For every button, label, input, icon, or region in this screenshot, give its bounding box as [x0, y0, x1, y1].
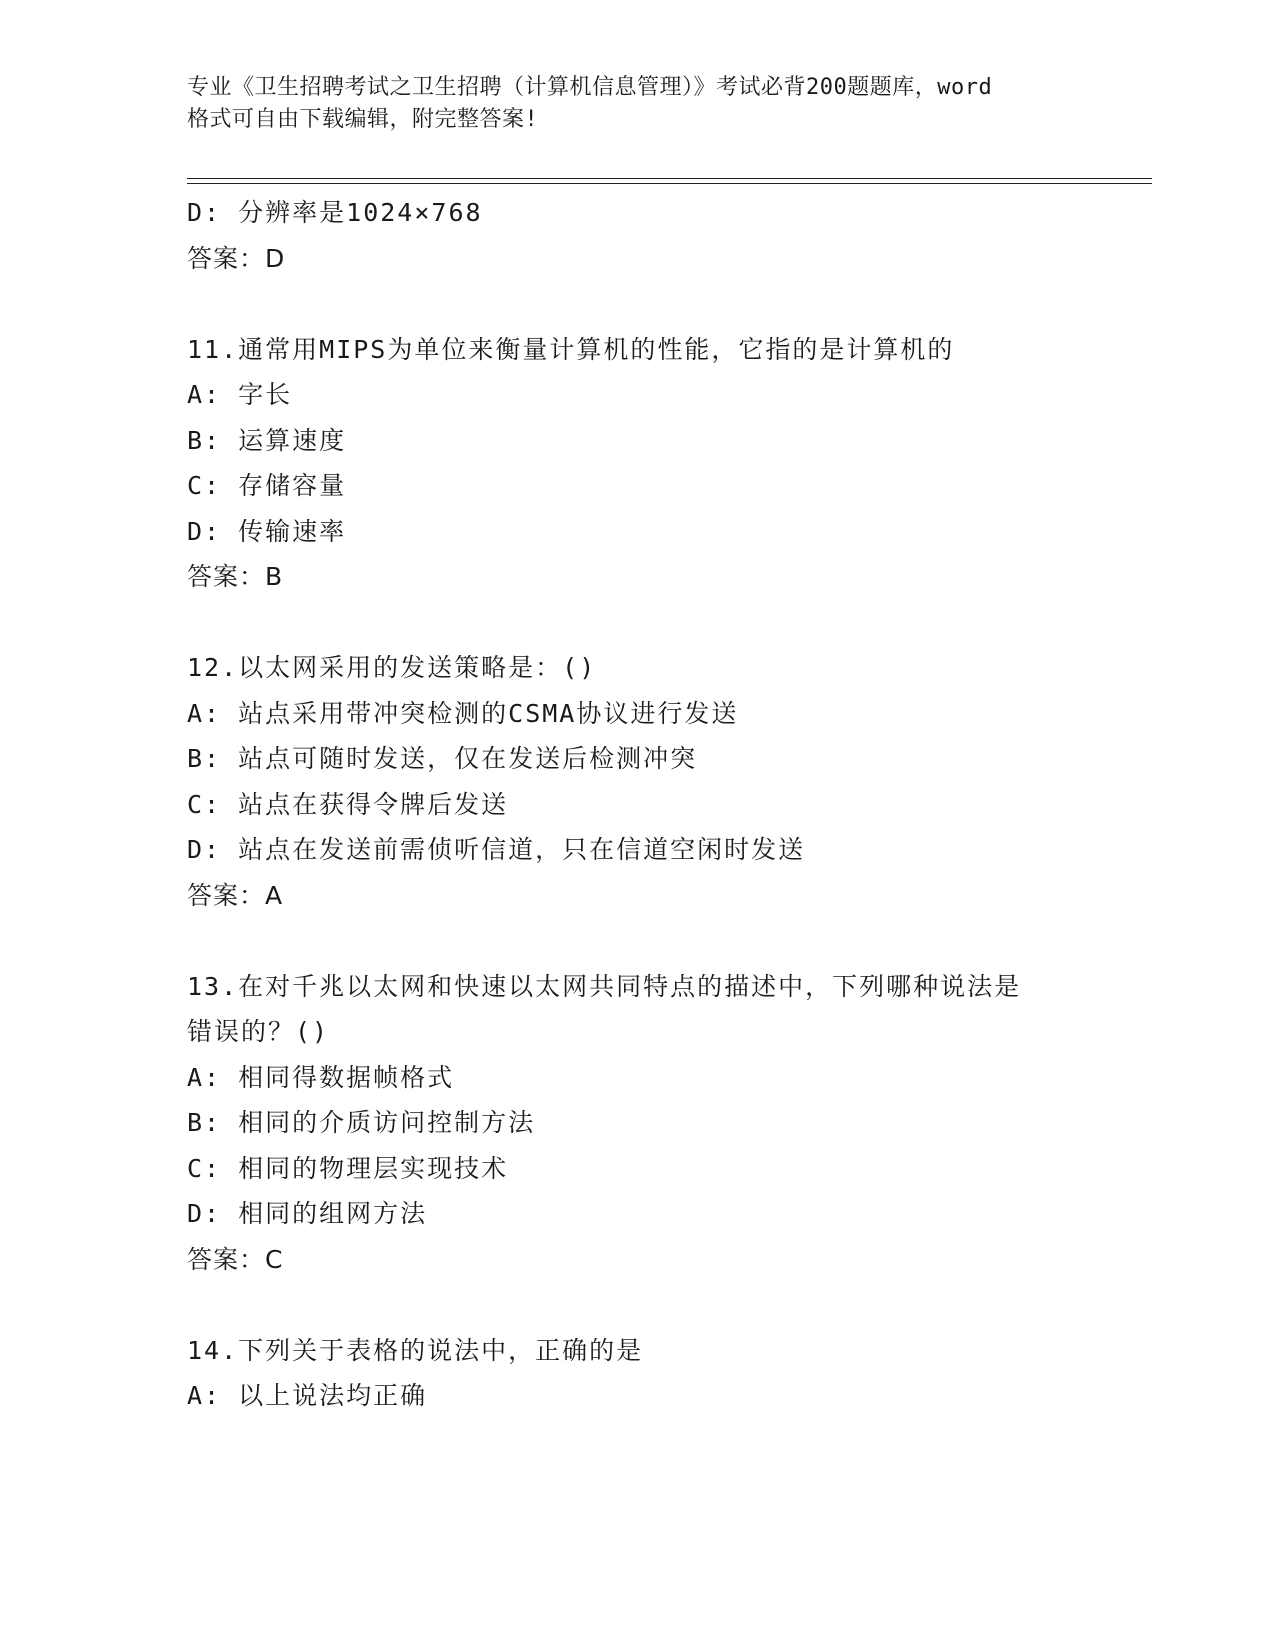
answer-line: 答案：D	[187, 243, 286, 273]
header-title-line-1: 专业《卫生招聘考试之卫生招聘（计算机信息管理）》考试必背200题题库，word	[187, 75, 993, 100]
document-body	[187, 190, 1147, 1419]
previous-question-tail	[187, 190, 1147, 281]
option-c: C: 站点在获得令牌后发送	[187, 789, 509, 819]
option-b: B: 运算速度	[187, 425, 347, 455]
question-stem: 11.通常用MIPS为单位来衡量计算机的性能，它指的是计算机的	[187, 334, 955, 364]
header-divider-bottom	[187, 183, 1152, 184]
answer-line: 答案：C	[187, 1244, 284, 1274]
option-a: A: 以上说法均正确	[187, 1381, 428, 1410]
option-c: C: 存储容量	[187, 471, 347, 500]
option-c: C: 相同的物理层实现技术	[187, 1153, 509, 1183]
option-d: D: 传输速率	[187, 516, 347, 546]
question-14	[187, 1328, 1147, 1419]
question-stem: 14.下列关于表格的说法中，正确的是	[187, 1335, 644, 1365]
question-11	[187, 327, 1147, 600]
option-b: B: 站点可随时发送，仅在发送后检测冲突	[187, 744, 698, 773]
question-stem-line-2: 错误的？()	[187, 1017, 330, 1046]
spacer	[187, 600, 1147, 646]
option-a: A: 站点采用带冲突检测的CSMA协议进行发送	[187, 698, 739, 728]
document-header	[187, 72, 1087, 136]
option-d: D: 相同的组网方法	[187, 1199, 428, 1228]
header-title-line-2: 格式可自由下载编辑，附完整答案!	[187, 107, 539, 132]
question-12	[187, 645, 1147, 918]
option-d: D: 分辨率是1024×768	[187, 198, 483, 227]
question-13	[187, 964, 1147, 1283]
option-a: A: 相同得数据帧格式	[187, 1062, 455, 1092]
spacer	[187, 1282, 1147, 1328]
answer-line: 答案：A	[187, 880, 284, 910]
question-stem-line-1: 13.在对千兆以太网和快速以太网共同特点的描述中，下列哪种说法是	[187, 971, 1022, 1001]
option-d: D: 站点在发送前需侦听信道，只在信道空闲时发送	[187, 835, 806, 864]
option-b: B: 相同的介质访问控制方法	[187, 1108, 536, 1137]
answer-line: 答案：B	[187, 562, 284, 591]
spacer	[187, 281, 1147, 327]
header-divider-top	[187, 178, 1152, 179]
question-stem: 12.以太网采用的发送策略是：()	[187, 653, 597, 682]
spacer	[187, 918, 1147, 964]
option-a: A: 字长	[187, 380, 293, 409]
